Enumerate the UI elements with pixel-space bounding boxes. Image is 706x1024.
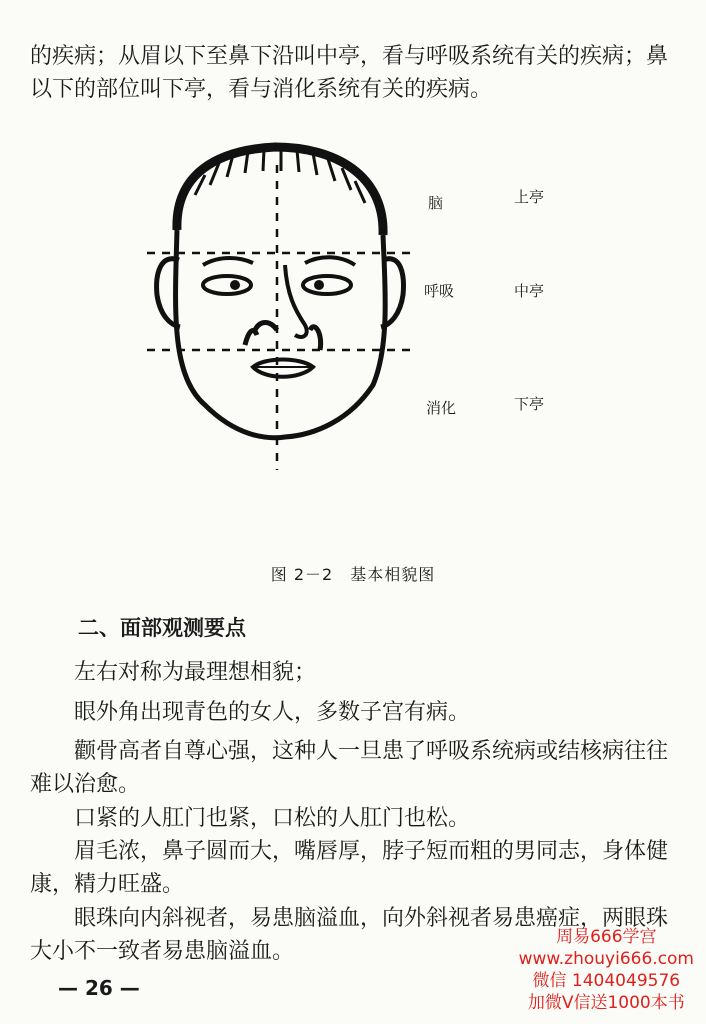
page-number: — 26 — (58, 976, 140, 1000)
label-middle-ting: 中亭 (514, 282, 545, 300)
paragraph: 眼珠向内斜视者，易患脑溢血，向外斜视者易患癌症，两眼珠大小不一致者易患脑溢血。 (30, 906, 669, 964)
watermark-line: www.zhouyi666.com (518, 949, 694, 969)
right-eye (303, 276, 351, 294)
watermark-line: 加微V信送1000本书 (527, 993, 685, 1013)
label-brain: 脑 (428, 194, 444, 212)
section-title: 二、面部观测要点 (78, 616, 246, 640)
paragraph: 颧骨高者自尊心强，这种人一旦患了呼吸系统病或结核病往往难以治愈。 (30, 739, 669, 797)
watermark-line: 微信 1404049576 (532, 971, 681, 991)
label-upper-ting: 上亭 (514, 188, 545, 206)
label-digest: 消化 (426, 399, 457, 417)
label-lower-ting: 下亭 (514, 395, 545, 413)
paragraph: 左右对称为最理想相貌； (74, 660, 317, 685)
paragraph: 眉毛浓，鼻子圆而大，嘴唇厚，脖子短而粗的男同志，身体健康，精力旺盛。 (30, 839, 669, 897)
paragraph-continued: 的疾病；从眉以下至鼻下沿叫中亭，看与呼吸系统有关的疾病；鼻以下的部位叫下亭，看与消化系统有关的疾病。 (30, 44, 669, 102)
face-drawing (135, 135, 420, 470)
label-breath: 呼吸 (424, 282, 455, 300)
watermark (519, 926, 694, 1014)
face-diagram (135, 135, 420, 470)
paragraph: 眼外角出现青色的女人，多数子宫有病。 (74, 700, 471, 725)
left-eye (203, 276, 251, 294)
watermark-line: 周易666学宫 (556, 927, 657, 947)
paragraph: 口紧的人肛门也紧，口松的人肛门也松。 (74, 806, 471, 831)
figure-caption: 图 2－2 基本相貌图 (270, 565, 436, 584)
